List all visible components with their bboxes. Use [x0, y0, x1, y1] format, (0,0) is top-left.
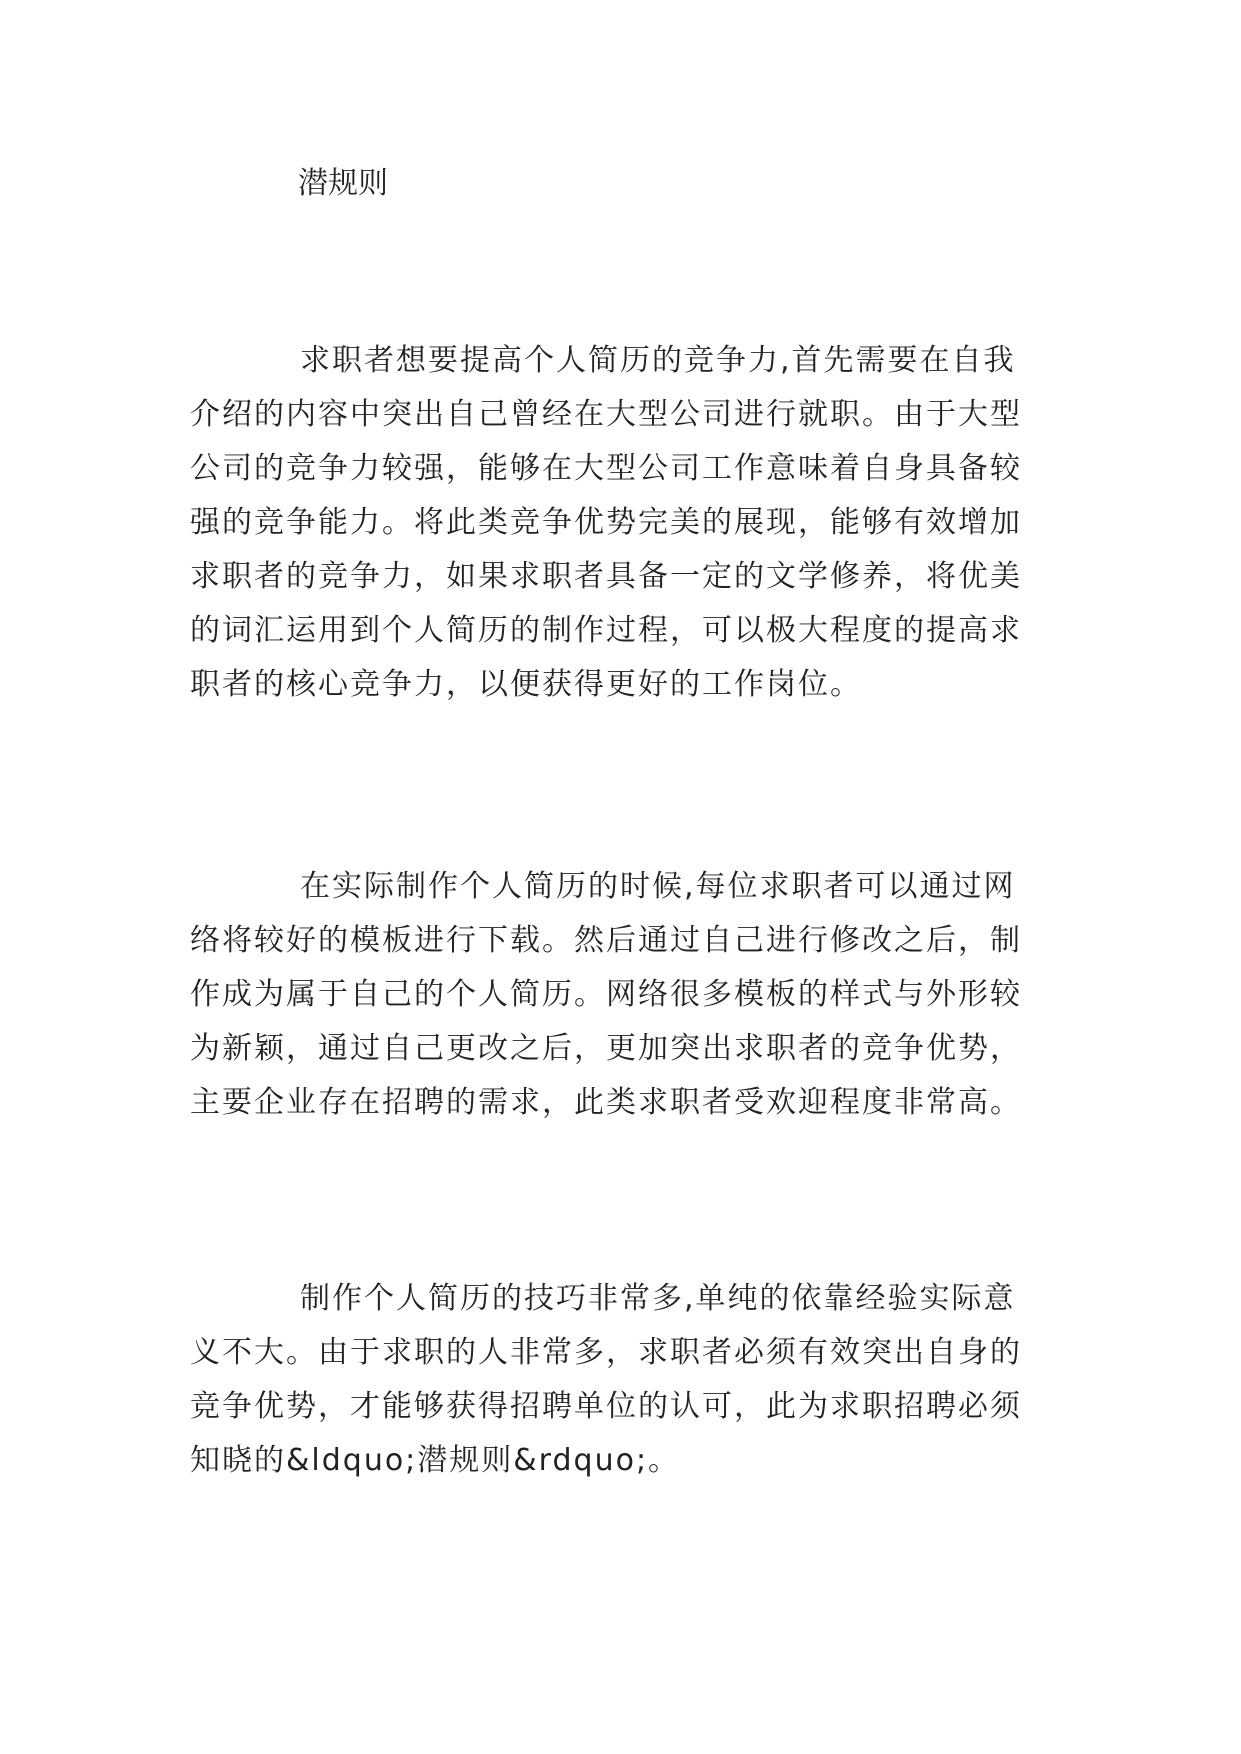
document-title: 潜规则 — [298, 166, 388, 201]
paragraph-line: 公司的竞争力较强，能够在大型公司工作意味着自身具备较 — [190, 451, 1022, 486]
paragraph-3 — [190, 1272, 1070, 1488]
paragraph-line: 职者的核心竞争力，以便获得更好的工作岗位。 — [190, 667, 862, 702]
paragraph-line: 作成为属于自己的个人简历。网络很多模板的样式与外形较 — [190, 977, 1022, 1012]
paragraph-line: 为新颖，通过自己更改之后，更加突出求职者的竞争优势， — [190, 1031, 1022, 1066]
paragraph-line: 强的竞争能力。将此类竞争优势完美的展现，能够有效增加 — [190, 505, 1022, 540]
paragraph-line: 络将较好的模板进行下载。然后通过自己进行修改之后，制 — [190, 923, 1022, 958]
paragraph-line: 义不大。由于求职的人非常多，求职者必须有效突出自身的 — [190, 1335, 1022, 1370]
paragraph-1 — [190, 334, 1070, 712]
paragraph-line: 竞争优势，才能够获得招聘单位的认可，此为求职招聘必须 — [190, 1389, 1022, 1424]
paragraph-line: 介绍的内容中突出自己曾经在大型公司进行就职。由于大型 — [190, 397, 1022, 432]
paragraph-line: 求职者想要提高个人简历的竞争力,首先需要在自我 — [300, 343, 1016, 378]
paragraph-line: 的词汇运用到个人简历的制作过程，可以极大程度的提高求 — [190, 613, 1022, 648]
paragraph-line: 求职者的竞争力，如果求职者具备一定的文学修养，将优美 — [190, 559, 1022, 594]
paragraph-2 — [190, 860, 1070, 1130]
paragraph-line: 知晓的&ldquo;潜规则&rdquo;。 — [190, 1443, 681, 1478]
paragraph-line: 主要企业存在招聘的需求，此类求职者受欢迎程度非常高。 — [190, 1085, 1022, 1120]
paragraph-line: 在实际制作个人简历的时候,每位求职者可以通过网 — [300, 869, 1016, 904]
paragraph-line: 制作个人简历的技巧非常多,单纯的依靠经验实际意 — [300, 1281, 1016, 1316]
